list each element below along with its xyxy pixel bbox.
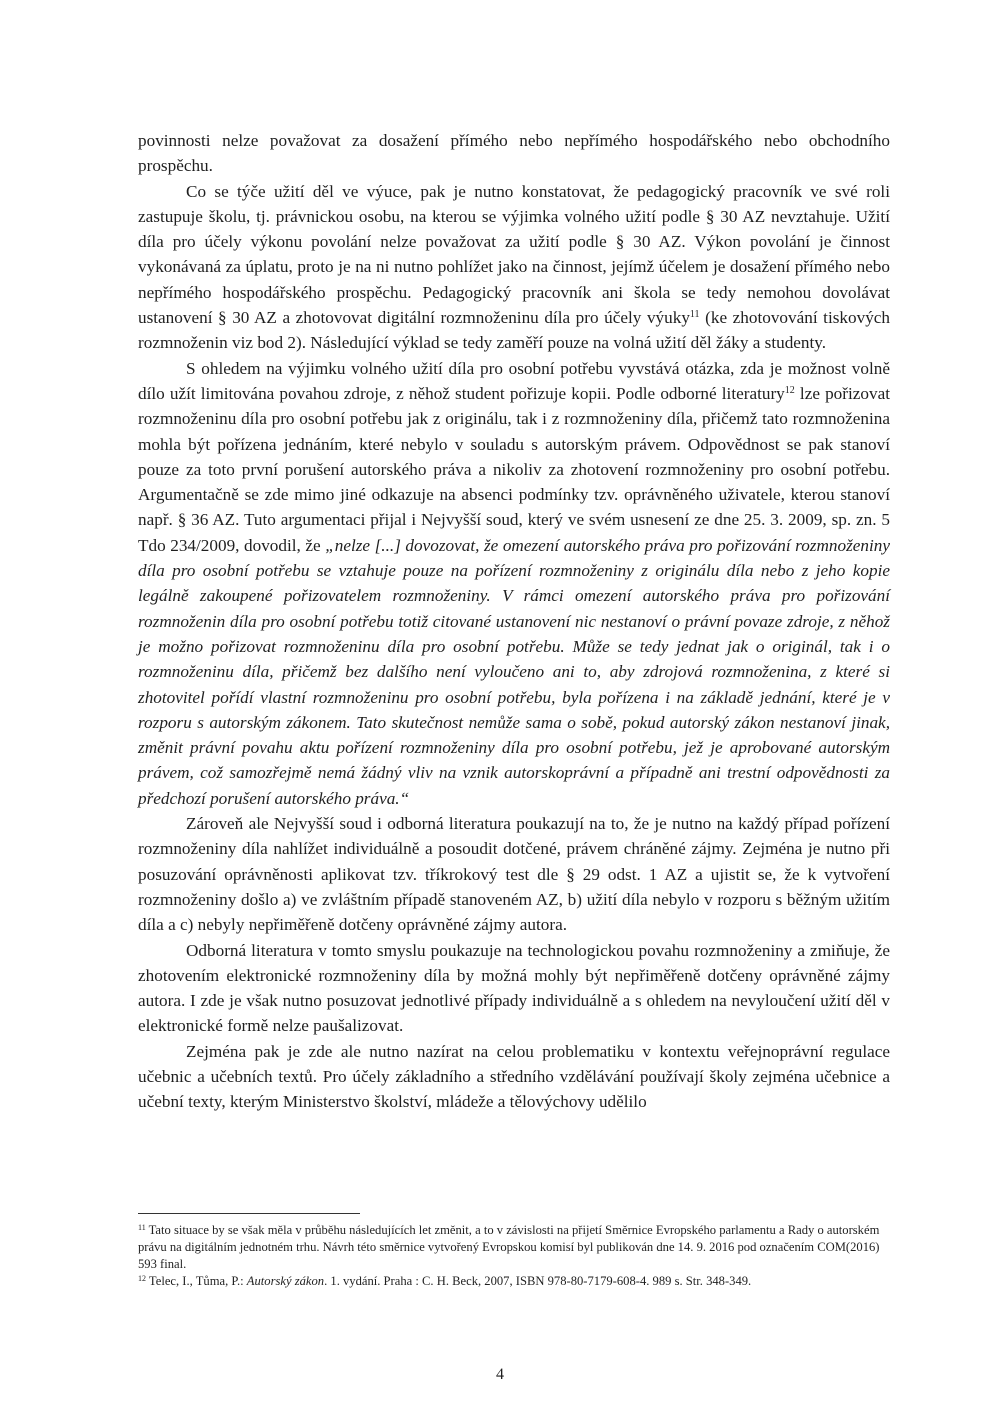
footnote-reference: 12 bbox=[784, 384, 795, 396]
footnote-reference: 11 bbox=[689, 309, 700, 321]
paragraph bbox=[138, 811, 890, 937]
court-quotation: „nelze [...] dovozovat, že omezení autorského práva pro pořizování rozmnoženiny díla pro osobní potřebu se vztahuje pouze na pořízení rozmnoženiny z originálu díla nebo z jeho kopie legálně zakoupené pořizovatelem rozmnoženiny. V rámci omezení autorského práva pro pořizování rozmnoženin díla pro osobní potřebu totiž citované ustanovení nic nestanoví o právní povaze zdroje, z něhož je možno pořizovat rozmnoženinu díla pro osobní potřebu. Může se tedy jednat jak o originál, tak i o rozmnoženinu díla, přičemž bez dalšího není vyloučeno ani to, aby zdrojová rozmnoženina, z které si zhotovitel pořídí vlastní rozmnoženinu pro osobní potřebu, byla pořízena i na základě jednání, které je v rozporu s autorským zákonem. Tato skutečnost nemůže sama o sobě, pokud autorský zákon nestanoví jinak, změnit právní povahu aktu pořízení rozmnoženiny díla pro osobní potřebu, jež je aprobované autorským právem, což samozřejmě nemá žádný vliv na vznik autorskoprávní a případně ani trestní odpovědnosti za předchozí porušení autorského práva.“ bbox=[138, 535, 890, 808]
paragraph-text: Co se týče užití děl ve výuce, pak je nutno konstatovat, že pedagogický pracovník ve své roli zastupuje školu, tj. právnickou osobu, na kterou se výjimka volného užití podle § 30 AZ nevztahuje. Užití díla pro účely výkonu povolání nelze považovat za užití podle § 30 AZ. Výkon povolání je činnost vykonávaná za úplatu, proto je na ni nutno pohlížet jako na činnost, jejímž účelem je dosažení přímého nebo nepřímého hospodářského prospěchu. Pedagogický pracovník ani škola se tedy nemohou dovolávat ustanovení § 30 AZ a zhotovovat digitální rozmnoženinu díla pro účely výuky bbox=[138, 181, 890, 328]
paragraph-text: povinnosti nelze považovat za dosažení přímého nebo nepřímého hospodářského nebo obchodního prospěchu. bbox=[138, 131, 890, 176]
footnote-text: . 1. vydání. Praha : C. H. Beck, 2007, ISBN 978-80-7179-608-4. 989 s. Str. 348-349. bbox=[324, 1273, 752, 1288]
page-number: 4 bbox=[496, 1366, 504, 1383]
cited-title: Autorský zákon bbox=[246, 1273, 325, 1288]
footnotes bbox=[138, 1222, 890, 1290]
footnote-divider bbox=[138, 1213, 360, 1214]
paragraph-text: Zejména pak je zde ale nutno nazírat na celou problematiku v kontextu veřejnoprávní regulace učebnic a učebních textů. Pro účely základního a středního vzdělávání používají školy zejména učebnice a učební texty, kterým Ministerstvo školství, mládeže a tělovýchovy udělilo bbox=[138, 1041, 890, 1112]
footnote-number: 11 bbox=[138, 1223, 146, 1232]
paragraph bbox=[138, 1039, 890, 1115]
footnote-12 bbox=[138, 1273, 890, 1290]
paragraph-text: (ke zhotovování tiskových rozmnoženin viz bod 2). Následující výklad se tedy zaměří pouze na volná užití děl žáky a studenty. bbox=[138, 308, 891, 353]
paragraph-text: lze pořizovat rozmnoženinu díla pro osobní potřebu jak z originálu, tak i z rozmnoženiny díla, přičemž tato rozmnoženina mohla být pořízena jednáním, které nebylo v souladu s autorským právem. Odpovědnost se pak stanoví pouze za toto první porušení autorského práva a nikoliv za zhotovení rozmnoženiny pro osobní potřebu. Argumentačně se zde mimo jiné odkazuje na absenci podmínky tzv. oprávněného uživatele, kterou stanoví např. § 36 AZ. Tuto argumentaci přijal i Nejvyšší soud, který ve svém usnesení ze dne 25. 3. 2009, sp. zn. 5 Tdo 234/2009, dovodil, že bbox=[138, 383, 890, 555]
paragraph bbox=[138, 128, 890, 179]
body-text bbox=[138, 128, 890, 1115]
footnote-text: Telec, I., Tůma, P.: bbox=[146, 1273, 247, 1288]
footnote-11 bbox=[138, 1222, 890, 1273]
paragraph bbox=[138, 356, 890, 811]
paragraph-text: S ohledem na výjimku volného užití díla pro osobní potřebu vyvstává otázka, zda je možnost volně dílo užít limitována povahou zdroje, z něhož student pořizuje kopii. Podle odborné literatury bbox=[138, 358, 890, 403]
paragraph-text: Odborná literatura v tomto smyslu poukazuje na technologickou povahu rozmnoženiny a zmiňuje, že zhotovením elektronické rozmnoženiny díla by možná mohly být nepřiměřeně dotčeny oprávněné zájmy autora. I zde je však nutno posuzovat jednotlivé případy individuálně a s ohledem na nevyloučení užití děl v elektronické formě nelze paušalizovat. bbox=[138, 940, 890, 1036]
footnote-number: 12 bbox=[138, 1273, 146, 1283]
footnote-text: Tato situace by se však měla v průběhu následujících let změnit, a to v závislosti na přijetí Směrnice Evropského parlamentu a Rady o autorském právu na digitálním jednotném trhu. Návrh této směrnice vytvořený Evropskou komisí byl publikován dne 14. 9. 2016 pod označením COM(2016) 593 final. bbox=[138, 1223, 880, 1271]
paragraph bbox=[138, 179, 890, 356]
paragraph bbox=[138, 938, 890, 1039]
paragraph-text: Zároveň ale Nejvyšší soud i odborná literatura poukazují na to, že je nutno na každý případ pořízení rozmnoženiny díla nahlížet individuálně a posoudit dotčené, právem chráněné zájmy. Zejména je nutno při posuzování oprávněnosti aplikovat tzv. tříkrokový test dle § 29 odst. 1 AZ a ujistit se, že k vytvoření rozmnoženiny došlo a) ve zvláštním případě stanoveném AZ, b) užití díla nebylo v rozporu s běžným užitím díla a c) nebyly nepřiměřeně dotčeny oprávněné zájmy autora. bbox=[138, 814, 890, 935]
